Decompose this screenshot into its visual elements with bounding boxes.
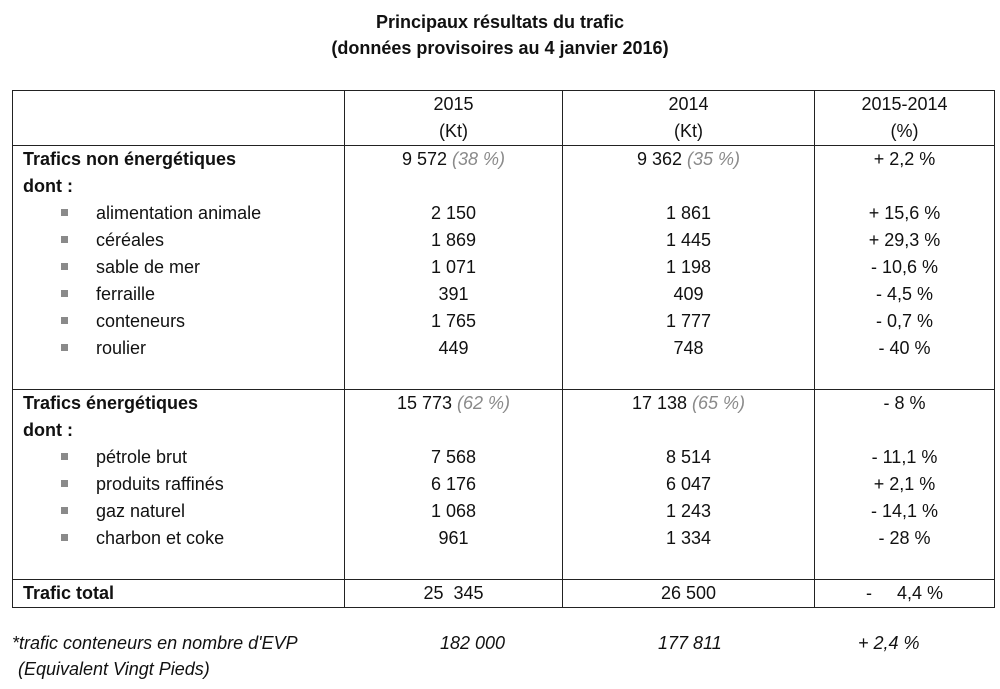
value-diff: + 29,3 % [815,227,995,254]
footnote-2014: 177 811 [658,633,722,653]
total-row [13,580,995,608]
value-2015: 1 765 [345,308,563,335]
value-2014: 1 445 [563,227,815,254]
value-2015: 1 071 [345,254,563,281]
row-label: conteneurs [96,311,186,331]
row-label: gaz naturel [96,501,186,521]
value-diff: - 4,5 % [815,281,995,308]
row-label: alimentation animale [96,203,262,223]
value-2015: 1 068 [345,498,563,525]
share-2015: (62 %) [457,393,511,413]
value-diff: + 15,6 % [815,200,995,227]
value-2014: 9 362 (35 %) [563,146,815,174]
value-2015: 449 [345,335,563,362]
header-2015: 2015 [345,91,563,119]
table-row [13,281,995,308]
table-row [13,200,995,227]
value-diff: - 40 % [815,335,995,362]
bullet-icon [61,236,68,243]
value-diff: - 8 % [815,390,995,418]
value-diff: - 11,1 % [815,444,995,471]
row-label: charbon et coke [96,528,225,548]
value-2015: 1 869 [345,227,563,254]
bullet-icon [61,263,68,270]
bullet-icon [61,507,68,514]
header-unit-2015: (Kt) [345,118,563,146]
value-2014: 17 138 (65 %) [563,390,815,418]
section-label: Trafics énergétiques [13,390,345,418]
total-diff: - 4,4 % [815,580,995,608]
table-row [13,471,995,498]
header-unit-diff: (%) [815,118,995,146]
dont-row [13,417,995,444]
row-label: ferraille [96,284,156,304]
value-2014: 409 [563,281,815,308]
value-2014: 1 198 [563,254,815,281]
value-2014: 1 777 [563,308,815,335]
header-diff: 2015-2014 [815,91,995,119]
energetic-summary-row [13,390,995,418]
total-label: Trafic total [13,580,345,608]
share-2014: (65 %) [692,393,746,413]
dont-label: dont : [13,417,345,444]
table-row [13,335,995,362]
bullet-icon [61,534,68,541]
bullet-icon [61,480,68,487]
page-title: Principaux résultats du trafic [375,12,625,32]
table-row [13,227,995,254]
table-row [13,308,995,335]
total-2015: 25 345 [345,580,563,608]
header-row [13,91,995,119]
share-2015: (38 %) [452,149,506,169]
total-2014: 26 500 [563,580,815,608]
bullet-icon [61,317,68,324]
value-2015: 391 [345,281,563,308]
value-2015: 2 150 [345,200,563,227]
value-2014: 6 047 [563,471,815,498]
bullet-icon [61,344,68,351]
value-2014: 1 243 [563,498,815,525]
value-2015: 15 773 (62 %) [345,390,563,418]
footnote-sublabel: (Equivalent Vingt Pieds) [18,659,210,679]
value-2014: 1 861 [563,200,815,227]
value-diff: - 14,1 % [815,498,995,525]
header-2014: 2014 [563,91,815,119]
footnote-diff: + 2,4 % [858,633,920,653]
table-row [13,525,995,552]
value-diff: + 2,2 % [815,146,995,174]
dont-row [13,173,995,200]
footnote-label: *trafic conteneurs en nombre d'EVP [12,633,298,653]
table-row [13,444,995,471]
value-2015: 9 572 (38 %) [345,146,563,174]
page-subtitle: (données provisoires au 4 janvier 2016) [331,38,669,58]
traffic-table [12,90,995,608]
spacer-row [13,362,995,390]
value-diff: - 10,6 % [815,254,995,281]
table-row [13,498,995,525]
dont-label: dont : [13,173,345,200]
value-2015: 7 568 [345,444,563,471]
row-label: sable de mer [96,257,201,277]
value-2015: 6 176 [345,471,563,498]
header-unit-row [13,118,995,146]
row-label: produits raffinés [96,474,224,494]
row-label: roulier [96,338,147,358]
row-label: pétrole brut [96,447,188,467]
footnote-2015: 182 000 [440,633,506,653]
value-diff: + 2,1 % [815,471,995,498]
bullet-icon [61,453,68,460]
value-2015: 961 [345,525,563,552]
bullet-icon [61,290,68,297]
table-row [13,254,995,281]
section-label: Trafics non énergétiques [13,146,345,174]
value-diff: - 28 % [815,525,995,552]
value-2014: 1 334 [563,525,815,552]
row-label: céréales [96,230,165,250]
spacer-row [13,552,995,580]
value-2014: 8 514 [563,444,815,471]
share-2014: (35 %) [687,149,741,169]
bullet-icon [61,209,68,216]
value-diff: - 0,7 % [815,308,995,335]
value-2014: 748 [563,335,815,362]
non-energetic-summary-row [13,146,995,174]
header-unit-2014: (Kt) [563,118,815,146]
